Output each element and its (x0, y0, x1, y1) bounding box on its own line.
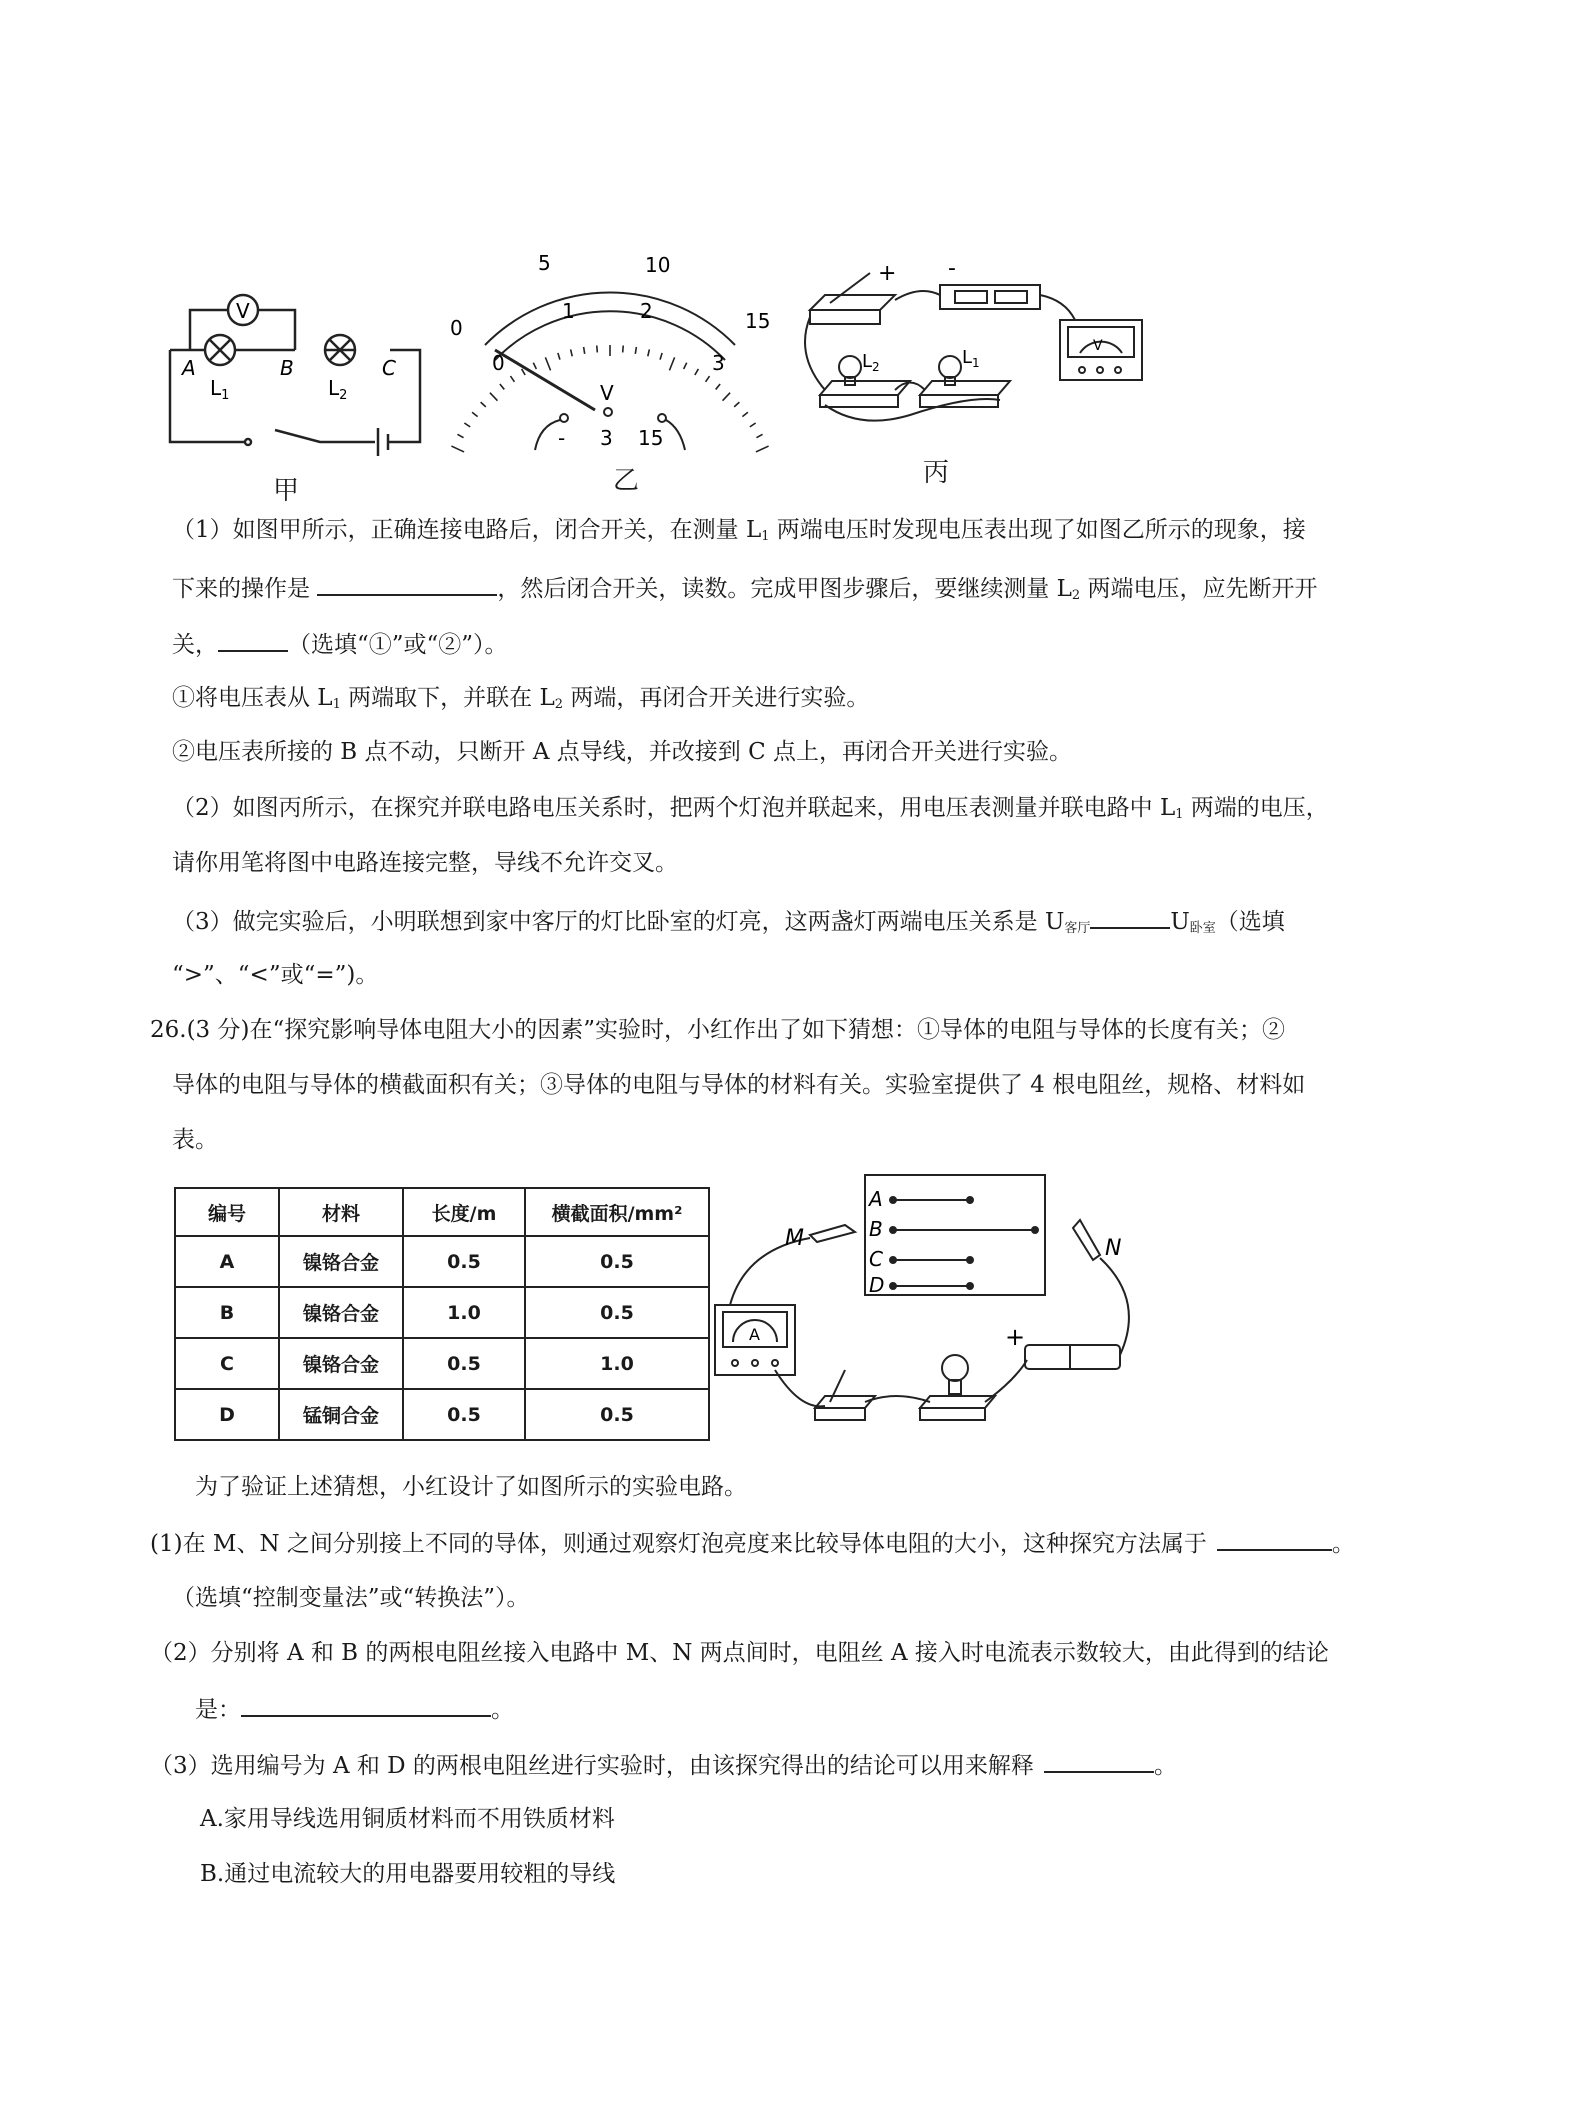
yi-bot-2: 2 (640, 299, 653, 323)
q26-answer-blank-2[interactable] (241, 1693, 491, 1717)
q26-intro-line1: 26.(3 分)在“探究影响导体电阻大小的因素”实验时，小红作出了如下猜想：①导体的电阻与导体的长度有关；② (150, 1017, 1285, 1043)
table-cell: 0.5 (525, 1287, 709, 1338)
table-cell: 0.5 (525, 1389, 709, 1440)
q26-intro-line3: 表。 (172, 1127, 218, 1153)
table-cell: 镍铬合金 (279, 1338, 403, 1389)
q25-answer-blank-1[interactable] (317, 572, 497, 596)
table-row (175, 1338, 709, 1389)
table-header-material: 材料 (279, 1188, 403, 1236)
figure-jia-label: 甲 (273, 476, 300, 506)
yi-bot-1: 1 (562, 299, 575, 323)
table-row (175, 1389, 709, 1440)
q26-part1-line2: （选填“控制变量法”或“转换法”）。 (172, 1585, 530, 1611)
yi-scale-tick (510, 376, 514, 382)
table-cell: 锰铜合金 (279, 1389, 403, 1440)
table-header-row (175, 1188, 709, 1236)
q26-experiment-circuit (705, 1170, 1145, 1450)
yi-scale-tick (648, 349, 650, 356)
yi-scale-tick (481, 402, 486, 407)
bing-voltmeter-label: V (1093, 338, 1103, 354)
jia-point-c: C (382, 356, 396, 380)
yi-scale-tick (706, 376, 710, 382)
table-cell: 0.5 (403, 1236, 525, 1287)
q25-part1-line3: 关， （选填“①”或“②”）。 (172, 628, 508, 660)
table-cell: 1.0 (403, 1287, 525, 1338)
yi-bot-0: 0 (492, 351, 505, 375)
bing-battery-plus: + (878, 261, 897, 286)
yi-scale-tick (545, 357, 550, 370)
jia-lamp-l2: $L_2$ (328, 376, 348, 403)
yi-scale-tick (695, 369, 699, 375)
table-cell: 0.5 (403, 1389, 525, 1440)
yi-scale-tick (635, 347, 636, 354)
yi-scale-tick (472, 412, 478, 416)
jia-point-b: B (280, 356, 294, 380)
bing-lamp-l2: $L_2$ (862, 351, 880, 374)
yi-top-0: 0 (450, 316, 463, 340)
yi-scale-tick (684, 363, 687, 369)
q25-option-1: ①将电压表从 $L_1$ 两端取下，并联在 $L_2$ 两端，再闭合开关进行实验。 (172, 685, 870, 712)
table-cell: D (175, 1389, 279, 1440)
q26-part2-line1: （2）分别将 A 和 B 的两根电阻丝接入电路中 M、N 两点间时，电阻丝 A 接入时电流表示数较大，由此得到的结论 (150, 1640, 1329, 1666)
table-cell: 镍铬合金 (279, 1287, 403, 1338)
yi-scale-tick (756, 434, 762, 437)
yi-scale-tick (500, 384, 504, 389)
yi-terminal-15: 15 (638, 426, 664, 450)
q25-part1-line2: 下来的操作是 ，然后闭合开关，读数。完成甲图步骤后，要继续测量 $L_2$ 两端电压，应先断开开 (172, 572, 1318, 611)
table-cell: 1.0 (525, 1338, 709, 1389)
table-cell: B (175, 1287, 279, 1338)
table-row (175, 1236, 709, 1287)
yi-scale-tick (584, 347, 585, 354)
q26-design-text: 为了验证上述猜想，小红设计了如图所示的实验电路。 (195, 1474, 747, 1500)
yi-scale-tick (490, 393, 498, 401)
yi-scale-tick (734, 402, 739, 407)
q25-part3-line1: （3）做完实验后，小明联想到家中客厅的灯比卧室的灯亮，这两盏灯两端电压关系是 $U_{客厅}$ $U_{卧室}$（选填 (172, 905, 1285, 944)
q25-option-2: ②电压表所接的 B 点不动，只断开 A 点导线，并改接到 C 点上，再闭合开关进行实验。 (172, 739, 1072, 765)
yi-top-10: 10 (645, 253, 671, 277)
q26-option-b: B.通过电流较大的用电器要用较粗的导线 (200, 1861, 616, 1887)
table-cell: C (175, 1338, 279, 1389)
q26-resistance-table (174, 1187, 710, 1441)
q26-wire-b: B (869, 1217, 883, 1241)
yi-scale-tick (558, 353, 560, 360)
figure-bing-label: 丙 (923, 458, 950, 488)
table-cell: 镍铬合金 (279, 1236, 403, 1287)
table-cell: 0.5 (525, 1236, 709, 1287)
q26-answer-blank-3[interactable] (1044, 1749, 1154, 1773)
q26-battery-plus: + (1005, 1323, 1026, 1351)
yi-scale-tick (723, 393, 731, 401)
yi-bot-3: 3 (712, 351, 725, 375)
q25-answer-blank-2[interactable] (218, 628, 288, 652)
table-header-length: 长度/m (403, 1188, 525, 1236)
table-cell: 0.5 (403, 1338, 525, 1389)
yi-scale-tick (457, 434, 463, 437)
yi-scale-tick (464, 423, 470, 427)
q25-part1-line1: （1）如图甲所示，正确连接电路后，闭合开关，在测量 $L_1$ 两端电压时发现电压表出现了如图乙所示的现象，接 (172, 517, 1306, 544)
q26-part1-line1: (1)在 M、N 之间分别接上不同的导体，则通过观察灯泡亮度来比较导体电阻的大小，这种探究方法属于 。 (150, 1527, 1355, 1559)
q26-clip-m: M (785, 1226, 804, 1251)
figure-yi-voltmeter (440, 250, 780, 465)
yi-v-label: V (600, 381, 614, 405)
yi-needle (495, 350, 595, 410)
yi-scale-tick (597, 346, 598, 353)
table-cell: A (175, 1236, 279, 1287)
yi-terminal-minus: - (558, 426, 566, 450)
table-header-id: 编号 (175, 1188, 279, 1236)
q26-option-a: A.家用导线选用铜质材料而不用铁质材料 (200, 1806, 615, 1832)
table-header-area: 横截面积/mm² (525, 1188, 709, 1236)
jia-point-a: A (182, 356, 196, 380)
yi-scale-tick (750, 423, 756, 427)
yi-top-5: 5 (538, 251, 551, 275)
yi-scale-tick (623, 346, 624, 353)
q26-answer-blank-1[interactable] (1217, 1527, 1332, 1551)
figure-bing-circuit (800, 255, 1160, 455)
yi-scale-tick (571, 349, 573, 356)
q26-part3-line1: （3）选用编号为 A 和 D 的两根电阻丝进行实验时，由该探究得出的结论可以用来解释 。 (150, 1749, 1177, 1781)
yi-scale-tick (716, 384, 720, 389)
jia-voltmeter-label: V (236, 299, 250, 323)
yi-scale-tick (660, 353, 662, 360)
q26-wire-c: C (869, 1247, 883, 1271)
jia-lamp-l1: $L_1$ (210, 376, 230, 403)
q26-clip-n: N (1105, 1236, 1122, 1261)
q25-answer-blank-3[interactable] (1090, 905, 1170, 929)
q25-part3-line2: “>”、“<”或“=”)。 (172, 962, 379, 988)
yi-scale-tick (533, 363, 536, 369)
figure-jia-circuit (160, 270, 430, 460)
table-row (175, 1287, 709, 1338)
q26-wire-d: D (869, 1273, 885, 1297)
figure-yi-label: 乙 (613, 466, 640, 496)
yi-scale-tick (742, 412, 748, 416)
bing-lamp-l1: $L_1$ (962, 347, 980, 370)
yi-scale-tick (756, 446, 769, 452)
q26-ammeter-label: A (749, 1325, 760, 1344)
yi-terminal-3: 3 (600, 426, 613, 450)
q26-wire-a: A (869, 1187, 883, 1211)
yi-scale-tick (669, 357, 674, 370)
q26-intro-line2: 导体的电阻与导体的横截面积有关；③导体的电阻与导体的材料有关。实验室提供了 4 根电阻丝，规格、材料如 (172, 1072, 1306, 1098)
bing-battery-minus: - (948, 256, 956, 281)
q25-part2-line1: （2）如图丙所示，在探究并联电路电压关系时，把两个灯泡并联起来，用电压表测量并联电路中 $L_1$ 两端的电压， (172, 795, 1329, 822)
q25-part2-line2: 请你用笔将图中电路连接完整，导线不允许交叉。 (172, 850, 678, 876)
yi-top-15: 15 (745, 309, 771, 333)
q26-part2-line2: 是： 。 (195, 1693, 514, 1725)
yi-scale-tick (522, 369, 526, 375)
yi-scale-tick (451, 446, 464, 452)
